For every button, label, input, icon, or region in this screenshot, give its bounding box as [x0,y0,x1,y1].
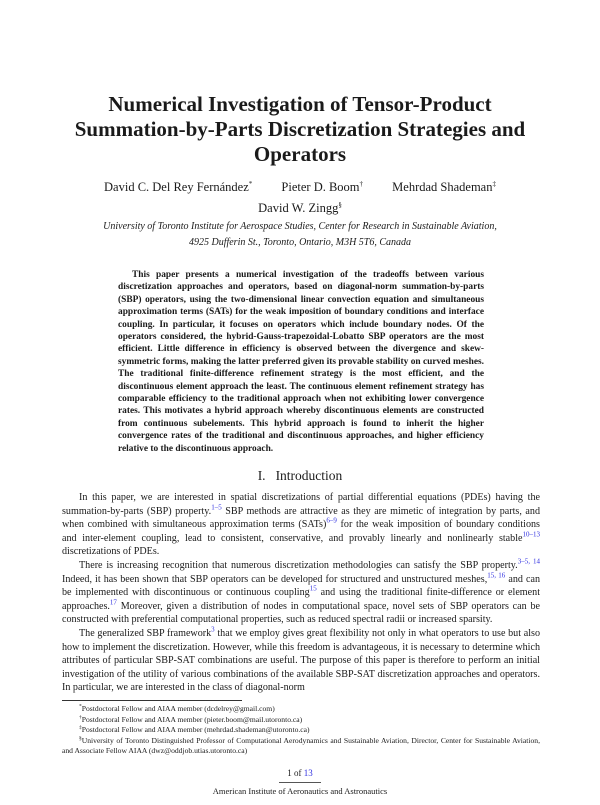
page-of-label: of [294,767,302,778]
paragraph-text: discretizations of PDEs. [62,546,160,558]
footer-organization: American Institute of Aeronautics and Astronautics [212,785,388,796]
author [104,180,252,194]
footnote-mark[interactable]: † [359,179,364,188]
footnote-mark: † [79,713,82,720]
footnote-rule [62,700,242,701]
paragraph-text: Moreover, given a distribution of nodes in computational space, novel sets of SBP operators can be constructed with preferential computational properties, such as reduced spectral radii or increased sparsity. [62,600,540,626]
paper-title [0,92,600,167]
citation-link[interactable]: 3–5, 14 [517,557,541,566]
paragraph-text: SBP methods are attractive as they are mimetic of integration by parts, and when combined with simultaneous approximation terms (SATs) [62,505,540,531]
page-number [0,767,600,779]
footnote-text: Postdoctoral Fellow and AIAA member (mehrdad.shademan@utoronto.ca) [81,725,310,734]
footnotes [62,704,540,757]
title-line: Numerical Investigation of Tensor-Product [108,92,492,116]
footnote-text: Postdoctoral Fellow and AIAA member (pieter.boom@mail.utoronto.ca) [81,714,303,724]
paragraph [62,491,540,559]
footnote-mark[interactable]: ‡ [492,179,496,188]
footnote-mark: * [79,703,82,710]
paragraph-text: and can be implemented with discontinuous or continuous coupling [62,573,541,599]
footnote-mark: ‡ [79,724,82,731]
footnote-mark: § [79,734,82,741]
citation-link[interactable]: 6–9 [326,516,337,525]
author-name: Pieter D. Boom [281,180,360,194]
citation-link[interactable]: 10–13 [522,530,540,539]
paragraph-text: There is increasing recognition that numerous discretization methodologies can satisfy the SBP property. [79,560,518,572]
citation-link[interactable]: 1–5 [211,503,222,512]
footer-rule [279,782,321,783]
footnote [62,725,540,736]
author [258,201,342,215]
section-number: I. [257,468,266,484]
paragraph-text: for the weak imposition of boundary conditions and inter-element coupling, lead to consistent, conservative, and provably linearly and nonlinearly stable [62,519,540,544]
paragraph [62,627,540,695]
paragraph-text: The generalized SBP framework [79,628,212,640]
footnote-text: Postdoctoral Fellow and AIAA member (dcdelrey@gmail.com) [81,704,275,713]
author-name: David C. Del Rey Fernández [104,180,249,194]
current-page: 1 [287,767,292,778]
citation-link[interactable]: 3 [211,625,215,634]
paragraph-text: and using the traditional finite-difference or element approaches. [62,587,540,612]
citation-link[interactable]: 15 [309,584,317,593]
footnote-mark[interactable]: * [248,179,253,188]
footnote [62,715,540,726]
paragraph [62,559,540,627]
body-text [62,491,540,695]
footnote-mark[interactable]: § [338,200,342,209]
author-name: Mehrdad Shademan [392,180,493,194]
title-line: Operators [253,142,347,166]
footnote [62,736,540,757]
affiliation-line: 4925 Dufferin St., Toronto, Ontario, M3H 5T6, Canada [188,237,412,248]
affiliation-line: University of Toronto Institute for Aerospace Studies, Center for Research in Sustainable Aviation, [103,221,497,232]
total-pages-link[interactable]: 13 [303,767,313,778]
section-heading [0,467,600,485]
author [281,180,363,194]
title-line: Summation-by-Parts Discretization Strategies and [74,117,526,141]
section-title: Introduction [275,468,343,484]
paragraph-text: Indeed, it has been shown that SBP operators can be developed for structured and unstructured meshes, [62,573,488,585]
abstract: This paper presents a numerical investigation of the tradeoffs between various discretization approaches and operators, based on diagonal-norm summation-by-parts (SBP) operators, using the two-dimensional linear convection equation and simultaneous approximation terms (SATs) for the weak imposition of boundary conditions and interface coupling. In particular, it focuses on operators which include boundary nodes. Of the operators considered, the hybrid-Gauss-trapezoidal-Lobatto SBP operators are the most efficient. Little difference in efficiency is observed between the divergence and skew-symmetric forms, making the latter preferred given its provable stability on curved meshes. The traditional finite-difference refinement strategy is the most efficient, and the discontinuous element approach the least. The continuous element refinement strategy has comparable efficiency to the traditional approach when not exhibiting lower convergence rates. This motivates a hybrid approach whereby discontinuous elements are constructed from continuous subelements. This hybrid approach is found to inherit the higher convergence rates of the traditional and discontinuous approaches, and higher efficiency relative to the discontinuous approach. [118,270,484,454]
paragraph-text: In this paper, we are interested in spatial discretizations of partial differential equations (PDEs) having the summation-by-parts (SBP) property. [62,492,540,517]
affiliation [0,219,600,251]
citation-link[interactable]: 15, 16 [487,571,506,580]
author-list [0,177,600,219]
author [392,180,496,194]
paragraph-text: that we employ gives great flexibility not only in what operators to use but also how to implement the discretization. However, while this freedom is advantageous, it is necessary to determine which attributes of particular SBP-SAT combinations are useful. The purpose of this paper is therefore to perform an initial investigation of the utility of various combinations of the available SBP-SAT discretization approaches and operators. In particular, we are interested in the class of diagonal-norm [62,628,540,694]
citation-link[interactable]: 17 [109,598,117,607]
footnote [62,704,540,715]
author-name: David W. Zingg [258,201,339,215]
footnote-text: University of Toronto Distinguished Professor of Computational Aerodynamics and Sustainable Aviation, Director, Center for Sustainable Aviation, and Associate Fellow AIAA (dwz@oddjob.utias.utoronto.ca) [62,735,540,755]
